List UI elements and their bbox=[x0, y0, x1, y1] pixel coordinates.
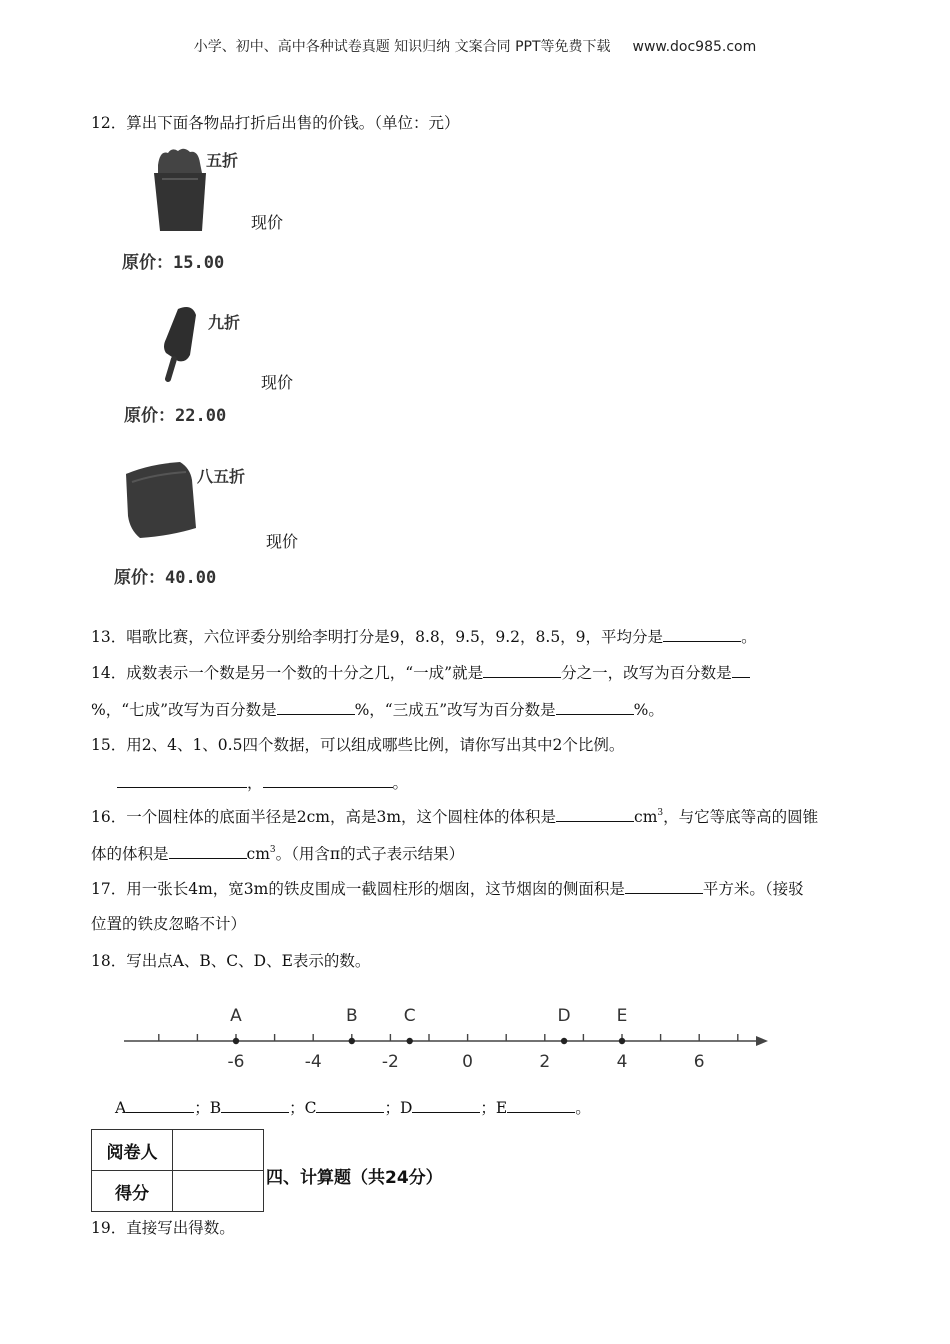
original-price-2: 原价：22.00 bbox=[124, 406, 227, 426]
q19-text: 19．直接写出得数。 bbox=[91, 1219, 235, 1237]
q14-line2 bbox=[91, 699, 664, 720]
q14-text-2b: %，“三成五”改写为百分数是 bbox=[354, 701, 556, 719]
q16-text-1b: ，与它等底等高的圆锥 bbox=[663, 808, 819, 826]
answer-e-blank[interactable] bbox=[507, 1097, 575, 1113]
original-price-3: 原价：40.00 bbox=[114, 568, 217, 588]
q14-blank-1[interactable] bbox=[483, 662, 561, 678]
q15-sep: ， bbox=[247, 774, 263, 792]
q13 bbox=[91, 626, 757, 647]
answer-d-label: ；D bbox=[384, 1099, 413, 1117]
point-e-label: E bbox=[616, 1006, 628, 1026]
answer-c-label: ；C bbox=[289, 1099, 317, 1117]
header-text: 小学、初中、高中各种试卷真题 知识归纳 文案合同 PPT等免费下载 bbox=[193, 39, 611, 55]
number-line-arrow bbox=[756, 1036, 768, 1046]
number-line bbox=[120, 995, 775, 1075]
q16-text-1a: 16．一个圆柱体的底面半径是2cm，高是3m，这个圆柱体的体积是 bbox=[91, 808, 557, 826]
q15-end: 。 bbox=[392, 774, 409, 792]
q14-text-2c: %。 bbox=[633, 701, 664, 719]
fries-image bbox=[148, 145, 212, 235]
q13-end: 。 bbox=[741, 628, 757, 646]
point-b-dot bbox=[349, 1038, 355, 1044]
q17-text-1b: 平方米。（接驳 bbox=[702, 880, 804, 898]
q14-blank-4[interactable] bbox=[556, 699, 634, 715]
point-d-dot bbox=[561, 1038, 567, 1044]
q14-text-1a: 14．成数表示一个数是另一个数的十分之几，“一成”就是 bbox=[91, 664, 484, 682]
answer-a-label: A bbox=[115, 1099, 127, 1117]
reviewer-cell[interactable] bbox=[173, 1130, 264, 1171]
point-c-label: C bbox=[403, 1006, 416, 1026]
q13-answer-blank[interactable] bbox=[663, 626, 741, 642]
q17-text-1a: 17．用一张长4m，宽3m的铁皮围成一截圆柱形的烟囱，这节烟囱的侧面积是 bbox=[91, 880, 625, 898]
q14-text-2a: %，“七成”改写为百分数是 bbox=[91, 701, 277, 719]
point-e-dot bbox=[619, 1038, 625, 1044]
reviewer-label: 阅卷人 bbox=[92, 1130, 173, 1171]
q18-text: 18．写出点A、B、C、D、E表示的数。 bbox=[91, 952, 371, 970]
cake-image bbox=[120, 460, 200, 542]
tick-label: -6 bbox=[227, 1052, 245, 1072]
now-price-label-3: 现价 bbox=[266, 532, 299, 551]
q17-blank[interactable] bbox=[625, 878, 703, 894]
point-c-dot bbox=[407, 1038, 413, 1044]
q16-blank-1[interactable] bbox=[556, 806, 634, 822]
tick-label: 6 bbox=[693, 1052, 705, 1072]
answer-d-blank[interactable] bbox=[412, 1097, 480, 1113]
q16-line2 bbox=[91, 843, 464, 864]
q16-text-2b: 。（用含π的式子表示结果） bbox=[275, 845, 465, 863]
tick-label: -4 bbox=[304, 1052, 322, 1072]
tick-label: -2 bbox=[381, 1052, 399, 1072]
q15-blank-1[interactable] bbox=[117, 772, 247, 788]
popsicle-image bbox=[158, 303, 208, 385]
point-b-label: B bbox=[345, 1006, 358, 1026]
q12-stem: 12．算出下面各物品打折后出售的价钱。（单位：元） bbox=[91, 114, 460, 132]
now-price-label-2: 现价 bbox=[261, 373, 294, 392]
q18-answers bbox=[115, 1097, 591, 1118]
q16-sup-1: 3 bbox=[657, 808, 664, 818]
answer-e-label: ；E bbox=[480, 1099, 508, 1117]
answer-c-blank[interactable] bbox=[316, 1097, 384, 1113]
point-a-label: A bbox=[230, 1006, 242, 1026]
q15-blank-2[interactable] bbox=[263, 772, 393, 788]
q14-text-1b: 分之一，改写为百分数是 bbox=[561, 664, 732, 682]
q16-unit-1: cm bbox=[634, 808, 658, 826]
answer-b-label: ；B bbox=[194, 1099, 222, 1117]
q14-blank-3[interactable] bbox=[277, 699, 355, 715]
q15-answers bbox=[117, 772, 408, 793]
answer-b-blank[interactable] bbox=[221, 1097, 289, 1113]
q16-unit-2: cm bbox=[246, 845, 270, 863]
score-label: 得分 bbox=[92, 1171, 173, 1212]
q17-line2: 位置的铁皮忽略不计） bbox=[91, 915, 247, 933]
q15-text: 15．用2、4、1、0.5四个数据，可以组成哪些比例，请你写出其中2个比例。 bbox=[91, 736, 625, 754]
answer-a-blank[interactable] bbox=[126, 1097, 194, 1113]
q14-line1 bbox=[91, 662, 750, 683]
discount-label-1: 五折 bbox=[206, 151, 239, 170]
section-4-title: 四、计算题（共24分） bbox=[266, 1168, 443, 1188]
score-cell[interactable] bbox=[173, 1171, 264, 1212]
discount-label-2: 九折 bbox=[208, 313, 241, 332]
now-price-label-1: 现价 bbox=[251, 213, 284, 232]
q16-blank-2[interactable] bbox=[169, 843, 247, 859]
original-price-1: 原价：15.00 bbox=[122, 253, 225, 273]
answer-end: 。 bbox=[575, 1099, 591, 1117]
page-header bbox=[0, 36, 950, 56]
tick-label: 4 bbox=[616, 1052, 628, 1072]
q16-line1 bbox=[91, 806, 818, 827]
tick-label: 2 bbox=[539, 1052, 551, 1072]
header-url[interactable]: www.doc985.com bbox=[632, 39, 757, 55]
tick-label: 0 bbox=[462, 1052, 474, 1072]
grader-table bbox=[91, 1129, 264, 1212]
q16-text-2a: 体的体积是 bbox=[91, 845, 169, 863]
q17-line1 bbox=[91, 878, 804, 899]
point-a-dot bbox=[233, 1038, 239, 1044]
discount-label-3: 八五折 bbox=[197, 467, 246, 486]
point-d-label: D bbox=[557, 1006, 571, 1026]
q13-text: 13．唱歌比赛，六位评委分别给李明打分是9，8.8，9.5，9.2，8.5，9，平均分是 bbox=[91, 628, 664, 646]
q14-blank-2[interactable] bbox=[732, 662, 750, 678]
q16-sup-2: 3 bbox=[269, 845, 276, 855]
